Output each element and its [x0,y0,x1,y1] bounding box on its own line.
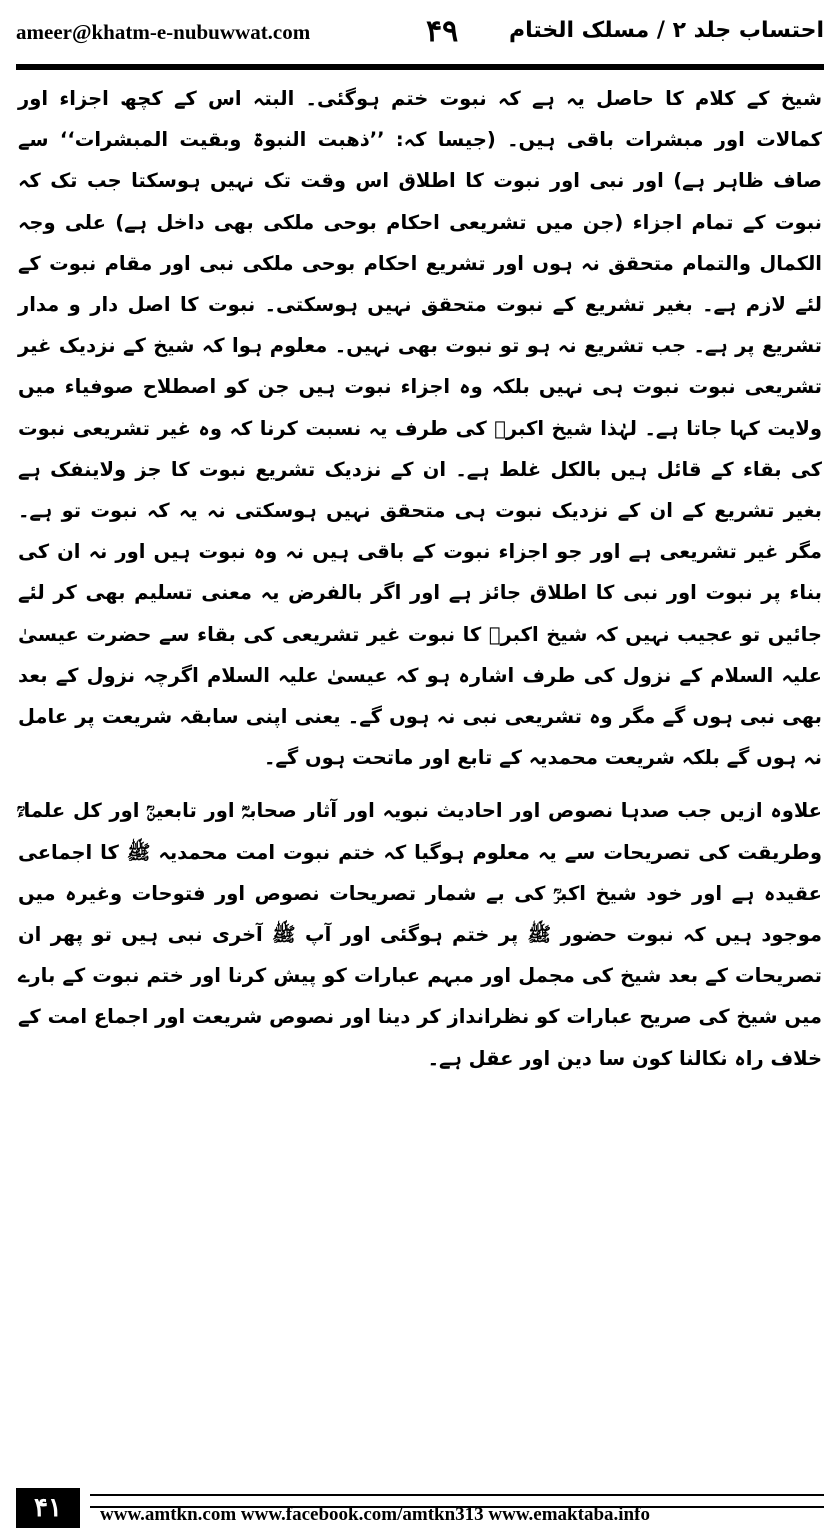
page-body [18,78,822,1079]
footer-page-number: ۴۱ [16,1488,80,1528]
footer-links: www.amtkn.com www.facebook.com/amtkn313 www.emaktaba.info [100,1504,650,1525]
page-header [16,14,824,58]
header-page-number: ۴۹ [426,14,459,49]
header-email: ameer@khatm-e-nubuwwat.com [16,20,311,44]
header-book-title: احتساب جلد ۲ / مسلک الختام [509,18,824,43]
page-footer [16,1488,824,1528]
header-rule [16,64,824,70]
body-paragraph-1: شیخ کے کلام کا حاصل یہ ہے کہ نبوت ختم ہوگئی۔ البتہ اس کے کچھ اجزاء اور کمالات اور مبشرات باقی ہیں۔ (جیسا کہ: ’’ذھبت النبوۃ وبقیت المبشرات‘‘ سے صاف ظاہر ہے) اور نبی اور نبوت کا اطلاق اس وقت تک نہیں ہوسکتا جب تک کہ نبوت کے تمام اجزاء (جن میں تشریعی احکام بوحی ملکی بھی داخل ہے) علی وجہ الکمال والتمام متحقق نہ ہوں اور تشریع احکام بوحی ملکی نبی اور مقام نبوت کے لئے لازم ہے۔ بغیر تشریع کے نبوت متحقق نہیں ہوسکتی۔ نبوت کا اصل دار و مدار تشریع پر ہے۔ جب تشریع نہ ہو تو نبوت بھی نہیں۔ معلوم ہوا کہ شیخ کے نزدیک غیر تشریعی نبوت نبوت ہی نہیں بلکہ وہ اجزاء نبوت ہیں جن کو اصطلاح صوفیاء میں ولایت کہا جاتا ہے۔ لہٰذا شیخ اکبرؒ کی طرف یہ نسبت کرنا کہ وہ غیر تشریعی نبوت کی بقاء کے قائل ہیں بالکل غلط ہے۔ ان کے نزدیک تشریع نبوت کا جز ولاینفک ہے بغیر تشریع کے ان کے نزدیک نبوت ہی متحقق نہیں ہوسکتی نہ یہ کہ نبوت تو ہے۔ مگر غیر تشریعی ہے اور جو اجزاء نبوت کے باقی ہیں نہ وہ نبوت ہیں اور نہ ان کی بناء پر نبوت اور نبی کا اطلاق جائز ہے اور اگر بالفرض یہ معنی تسلیم بھی کر لئے جائیں تو عجیب نہیں کہ شیخ اکبرؒ کا نبوت غیر تشریعی کی بقاء سے حضرت عیسیٰ علیہ السلام کے نزول کی طرف اشارہ ہو کہ عیسیٰ علیہ السلام اگرچہ نزول کے بعد بھی نبی ہوں گے مگر وہ تشریعی نبی نہ ہوں گے۔ یعنی اپنی سابقہ شریعت پر عامل نہ ہوں گے بلکہ شریعت محمدیہ کے تابع اور ماتحت ہوں گے۔ [18,87,822,770]
body-paragraph-2: علاوہ ازیں جب صدہا نصوص اور احادیث نبویہ اور آثار صحابہؓ اور تابعینؒ اور کل علماءؒ وطریقت کی تصریحات سے یہ معلوم ہوگیا کہ ختم نبوت امت محمدیہ ﷺ کا اجماعی عقیدہ ہے اور خود شیخ اکبرؒ کی بے شمار تصریحات نصوص اور فتوحات وغیرہ میں موجود ہیں کہ نبوت حضور ﷺ پر ختم ہوگئی اور آپ ﷺ آخری نبی ہیں تو پھر ان تصریحات کے بعد شیخ کی مجمل اور مبہم عبارات کو پیش کرنا اور ختم نبوت کے بارے میں شیخ کی صریح عبارات کو نظرانداز کر دینا اور نصوص شریعت اور اجماع امت کے خلاف راہ نکالنا کون سا دین اور عقل ہے۔ [18,799,822,1070]
